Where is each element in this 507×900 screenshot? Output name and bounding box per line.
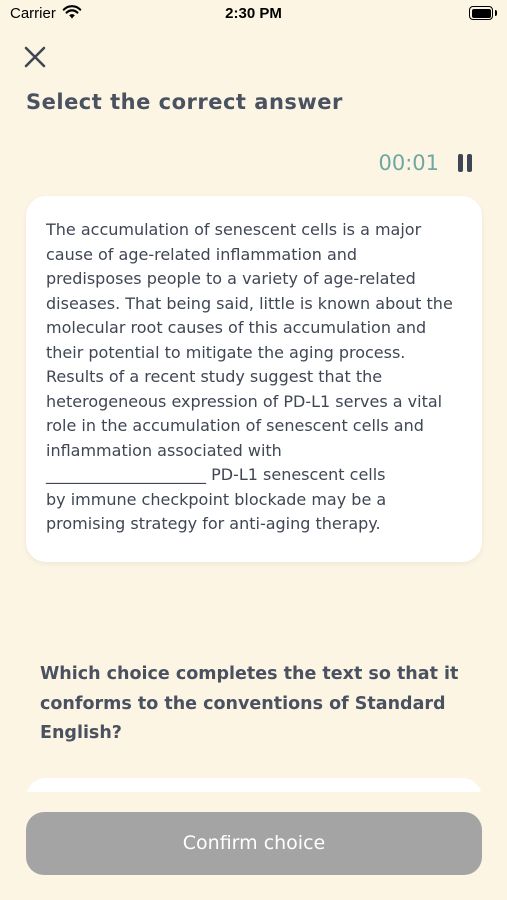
carrier-label: Carrier <box>10 5 56 22</box>
confirm-choice-button[interactable]: Confirm choice <box>26 812 482 875</box>
status-time: 2:30 PM <box>225 5 282 22</box>
passage-line: predisposes people to a variety of age-related <box>46 269 416 288</box>
passage-line-blank: ____________________ PD-L1 senescent cells <box>46 465 386 484</box>
passage-line: role in the accumulation of senescent cells and <box>46 416 424 435</box>
page-title: Select the correct answer <box>26 90 343 114</box>
passage-line: molecular root causes of this accumulation and <box>46 318 427 337</box>
passage-line: their potential to mitigate the aging process. <box>46 342 406 362</box>
passage-line: The accumulation of senescent cells is a major <box>46 220 422 239</box>
passage-line: promising strategy for anti-aging therapy. <box>46 514 381 533</box>
timer-row <box>378 150 473 176</box>
passage-line: heterogeneous expression of PD-L1 serves a vital <box>46 391 443 411</box>
timer-display: 00:01 <box>378 151 439 175</box>
passage-line: diseases. That being said, little is known about the <box>46 293 453 313</box>
passage-card <box>26 196 482 562</box>
passage-line: by immune checkpoint blockade may be a <box>46 489 387 509</box>
passage-line: inflammation associated with <box>46 440 282 460</box>
passage-line: cause of age-related inflammation and <box>46 244 358 264</box>
status-bar <box>0 0 507 30</box>
question-text: Which choice completes the text so that it conforms to the conventions of Standard English? <box>40 664 459 743</box>
battery-icon <box>469 6 497 20</box>
passage-line: Results of a recent study suggest that the <box>46 367 383 386</box>
pause-icon[interactable] <box>457 154 473 172</box>
close-icon[interactable] <box>22 44 48 70</box>
